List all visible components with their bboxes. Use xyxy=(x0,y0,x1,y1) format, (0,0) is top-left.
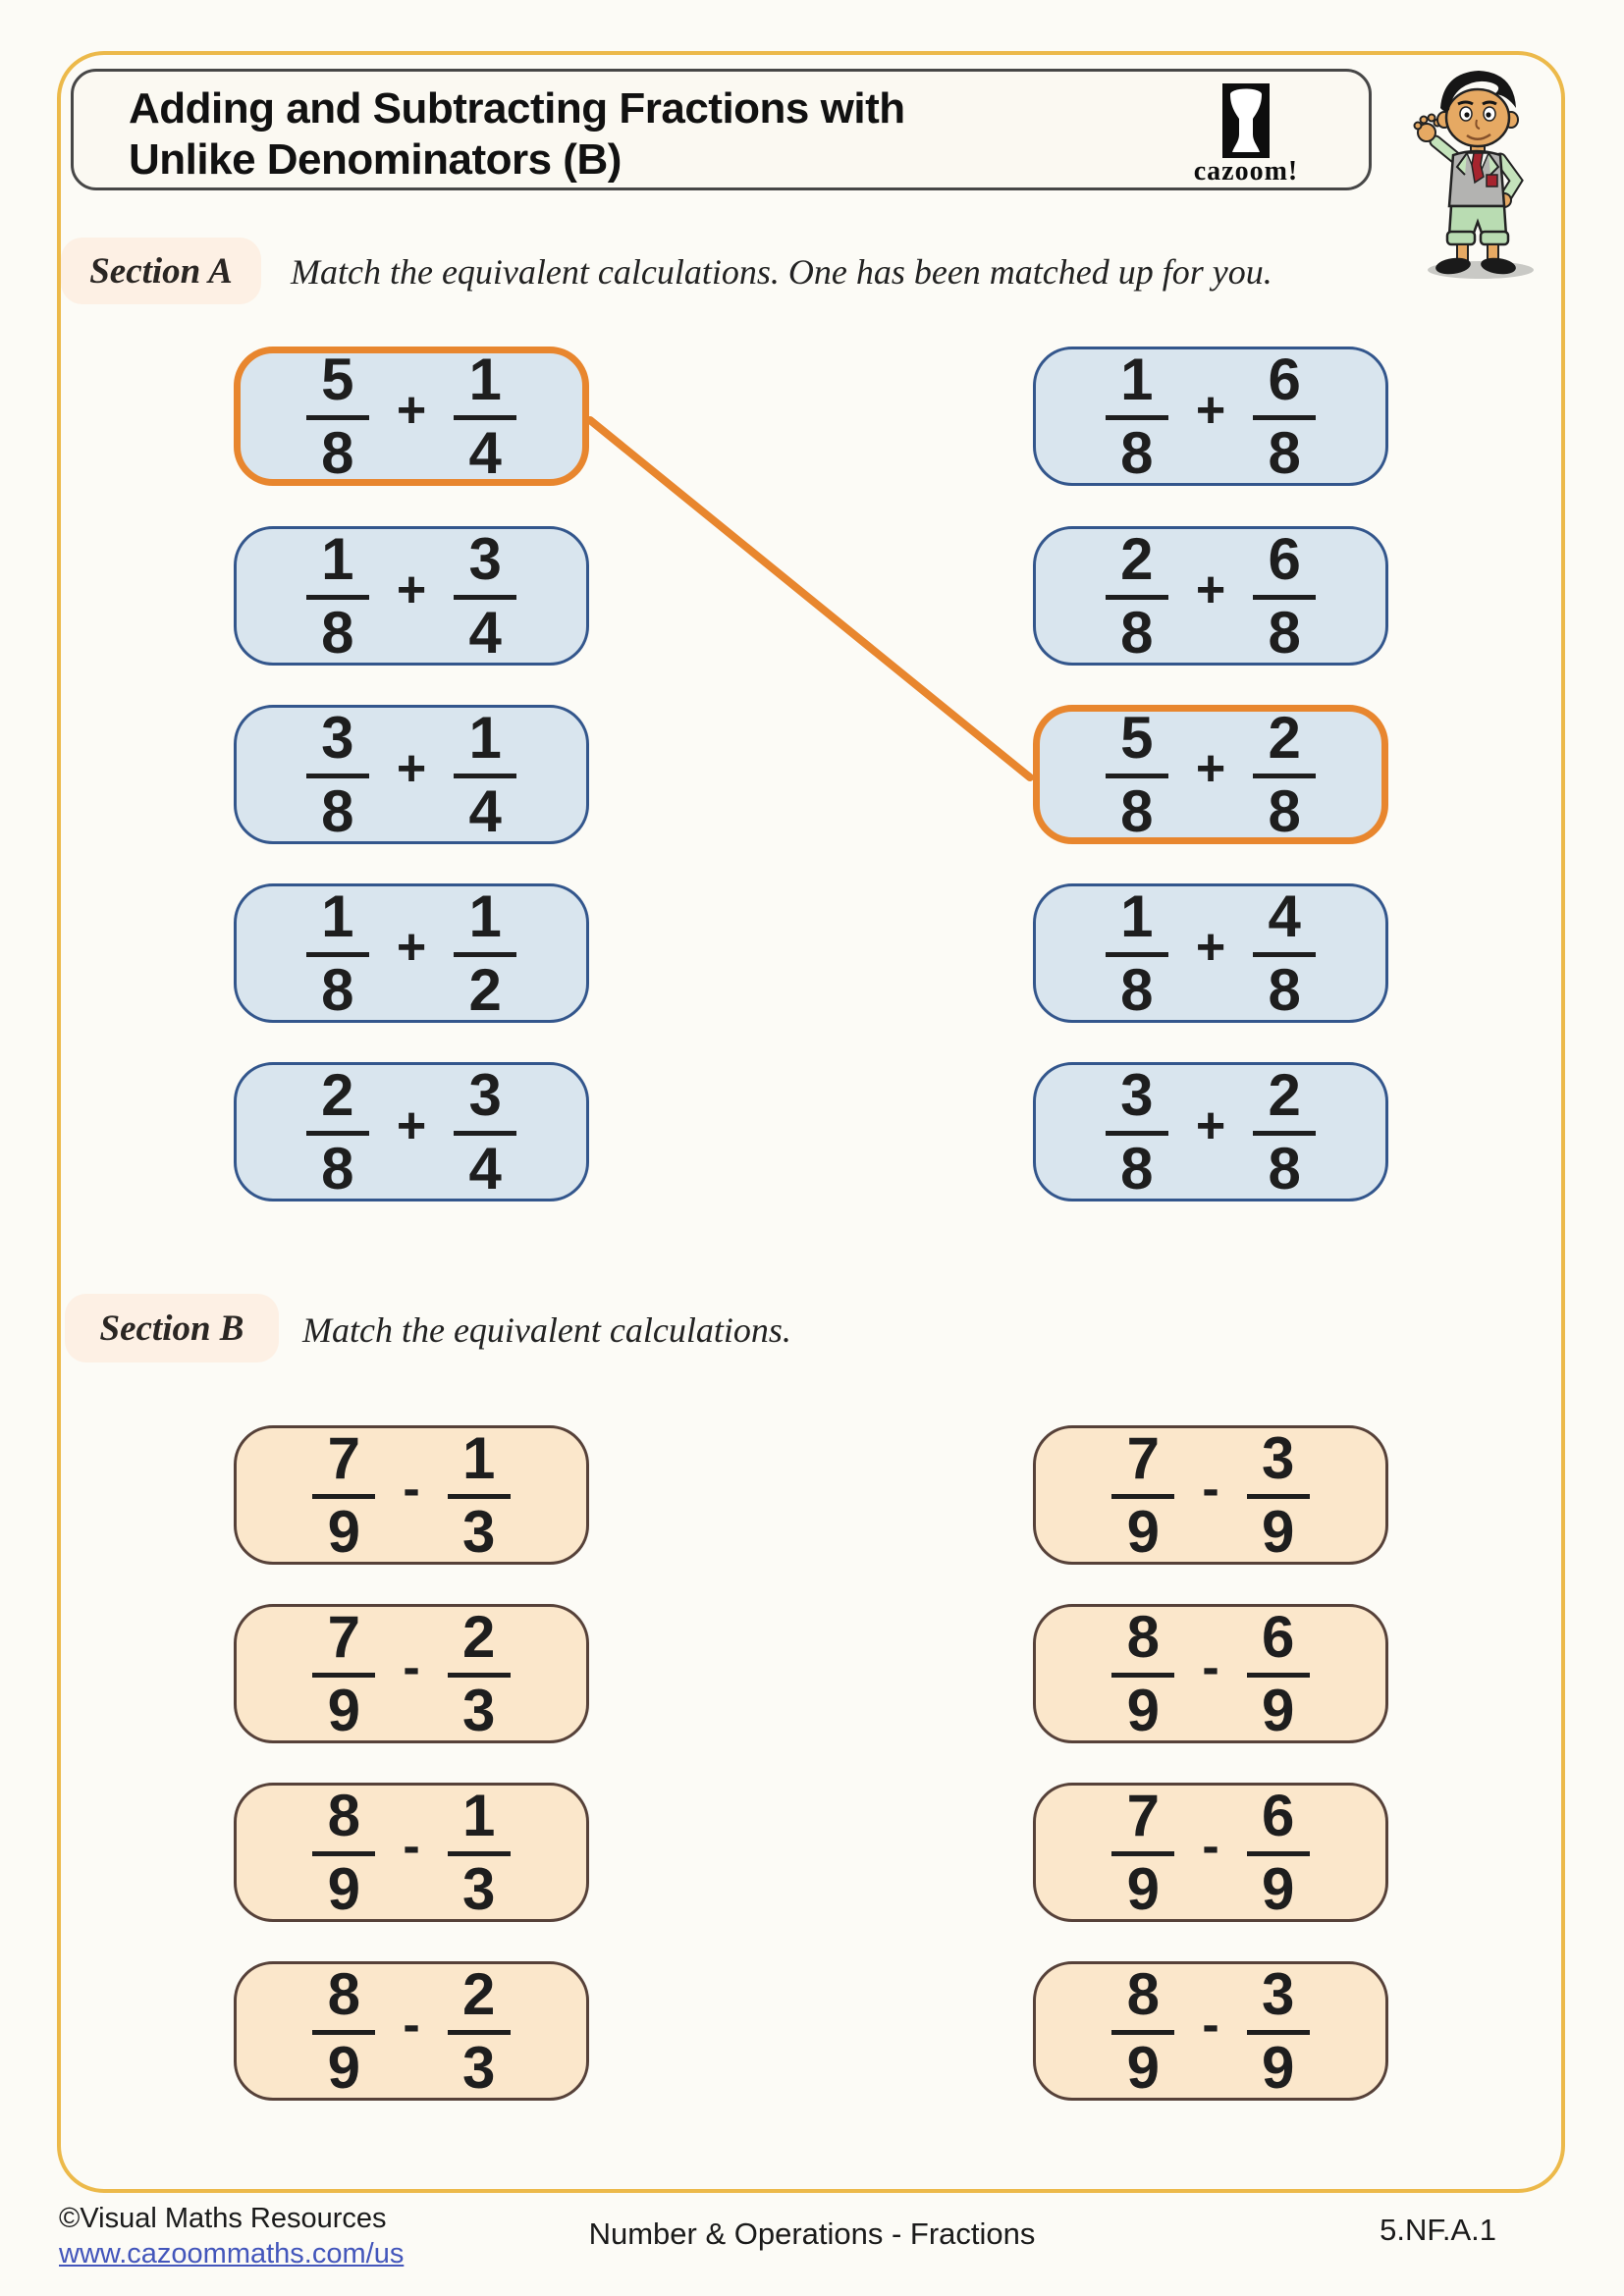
numerator: 3 xyxy=(1106,1066,1168,1136)
denominator: 8 xyxy=(1120,599,1154,666)
denominator: 9 xyxy=(1261,1677,1295,1743)
fraction xyxy=(454,882,516,1023)
denominator: 9 xyxy=(1261,1855,1295,1922)
numerator: 6 xyxy=(1253,530,1316,600)
numerator: 8 xyxy=(1111,1965,1174,2035)
operator: - xyxy=(1202,1461,1219,1518)
denominator: 8 xyxy=(1268,419,1301,486)
numerator: 5 xyxy=(306,350,369,420)
operator: + xyxy=(1195,740,1226,797)
card-a-left-4 xyxy=(234,883,589,1023)
numerator: 1 xyxy=(306,530,369,600)
fraction xyxy=(312,1424,375,1565)
denominator: 8 xyxy=(321,599,354,666)
operator: + xyxy=(396,382,427,439)
fraction xyxy=(1111,1782,1174,1922)
operator: - xyxy=(1202,1639,1219,1696)
card-a-right-4 xyxy=(1033,883,1388,1023)
fraction xyxy=(306,346,369,486)
numerator: 1 xyxy=(1106,350,1168,420)
denominator: 9 xyxy=(1126,1677,1161,1743)
operator: - xyxy=(1202,1997,1219,2054)
denominator: 3 xyxy=(461,2034,496,2101)
card-a-left-3 xyxy=(234,705,589,844)
denominator: 4 xyxy=(468,599,502,666)
fraction xyxy=(306,882,369,1023)
fraction xyxy=(1247,1424,1310,1565)
operator: - xyxy=(1202,1818,1219,1875)
footer-category: Number & Operations - Fractions xyxy=(588,2216,1036,2251)
operator: - xyxy=(403,1639,420,1696)
page-title xyxy=(129,83,905,186)
numerator: 1 xyxy=(448,1429,511,1499)
numerator: 2 xyxy=(1253,1066,1316,1136)
denominator: 8 xyxy=(321,1135,354,1201)
numerator: 3 xyxy=(1247,1429,1310,1499)
fraction xyxy=(306,525,369,666)
card-a-left-1 xyxy=(234,347,589,486)
section-b-label-text: Section B xyxy=(99,1308,244,1349)
denominator: 3 xyxy=(461,1855,496,1922)
fraction xyxy=(1111,1424,1174,1565)
copyright-text: ©Visual Maths Resources xyxy=(59,2203,387,2234)
fraction xyxy=(1247,1960,1310,2101)
denominator: 8 xyxy=(1268,599,1301,666)
fraction xyxy=(306,1061,369,1201)
card-a-left-2 xyxy=(234,526,589,666)
fraction xyxy=(1247,1782,1310,1922)
fraction xyxy=(1253,1061,1316,1201)
denominator: 8 xyxy=(1120,1135,1154,1201)
operator: + xyxy=(396,561,427,618)
operator: - xyxy=(403,1818,420,1875)
cazoom-logo xyxy=(1182,83,1310,187)
fraction xyxy=(448,1960,511,2101)
card-b-left-1 xyxy=(234,1425,589,1565)
denominator: 8 xyxy=(1268,956,1301,1023)
section-a-instruction: Match the equivalent calculations. One has been matched up for you. xyxy=(291,252,1272,292)
header xyxy=(71,69,1372,190)
denominator: 9 xyxy=(327,1498,361,1565)
waving-school-boy-illustration xyxy=(1396,57,1569,281)
denominator: 9 xyxy=(1126,1498,1161,1565)
denominator: 3 xyxy=(461,1498,496,1565)
numerator: 1 xyxy=(454,709,516,778)
denominator: 9 xyxy=(1126,2034,1161,2101)
section-a-label xyxy=(61,238,261,304)
numerator: 2 xyxy=(306,1066,369,1136)
section-b-instruction: Match the equivalent calculations. xyxy=(302,1310,791,1350)
fraction xyxy=(1106,882,1168,1023)
card-b-left-3 xyxy=(234,1783,589,1922)
denominator: 9 xyxy=(327,2034,361,2101)
operator: + xyxy=(1195,919,1226,976)
fraction xyxy=(1106,704,1168,844)
denominator: 8 xyxy=(1268,1135,1301,1201)
denominator: 8 xyxy=(1120,777,1154,844)
numerator: 1 xyxy=(454,887,516,957)
fraction xyxy=(312,1782,375,1922)
denominator: 4 xyxy=(468,1135,502,1201)
denominator: 9 xyxy=(327,1677,361,1743)
operator: + xyxy=(1195,1097,1226,1154)
operator: - xyxy=(403,1997,420,2054)
operator: + xyxy=(1195,561,1226,618)
card-a-right-5 xyxy=(1033,1062,1388,1201)
drum-icon xyxy=(1222,83,1270,158)
denominator: 8 xyxy=(321,419,354,486)
fraction xyxy=(448,1782,511,1922)
fraction xyxy=(312,1603,375,1743)
numerator: 7 xyxy=(312,1608,375,1678)
denominator: 8 xyxy=(321,956,354,1023)
numerator: 2 xyxy=(448,1608,511,1678)
denominator: 4 xyxy=(468,419,502,486)
fraction xyxy=(1253,704,1316,844)
card-b-right-3 xyxy=(1033,1783,1388,1922)
operator: - xyxy=(403,1461,420,1518)
numerator: 6 xyxy=(1253,350,1316,420)
operator: + xyxy=(396,1097,427,1154)
section-b-label xyxy=(65,1294,279,1362)
numerator: 6 xyxy=(1247,1608,1310,1678)
numerator: 2 xyxy=(1106,530,1168,600)
numerator: 5 xyxy=(1106,709,1168,778)
denominator: 8 xyxy=(1268,777,1301,844)
numerator: 2 xyxy=(1253,709,1316,778)
fraction xyxy=(1111,1603,1174,1743)
fraction xyxy=(306,704,369,844)
card-b-left-4 xyxy=(234,1961,589,2101)
fraction xyxy=(1253,346,1316,486)
fraction xyxy=(454,1061,516,1201)
logo-wordmark: cazoom! xyxy=(1193,156,1299,187)
numerator: 8 xyxy=(1111,1608,1174,1678)
card-b-right-2 xyxy=(1033,1604,1388,1743)
website-link[interactable]: www.cazoommaths.com/us xyxy=(59,2238,405,2270)
denominator: 9 xyxy=(1261,2034,1295,2101)
operator: + xyxy=(396,740,427,797)
denominator: 4 xyxy=(468,777,502,844)
numerator: 1 xyxy=(448,1787,511,1856)
page-title-line2: Unlike Denominators (B) xyxy=(129,134,622,184)
standard-code: 5.NF.A.1 xyxy=(1380,2213,1496,2247)
numerator: 8 xyxy=(312,1787,375,1856)
fraction xyxy=(1106,525,1168,666)
fraction xyxy=(448,1603,511,1743)
numerator: 1 xyxy=(306,887,369,957)
denominator: 8 xyxy=(1120,956,1154,1023)
fraction xyxy=(1106,346,1168,486)
fraction xyxy=(454,704,516,844)
fraction xyxy=(1106,1061,1168,1201)
numerator: 4 xyxy=(1253,887,1316,957)
card-a-right-1 xyxy=(1033,347,1388,486)
numerator: 7 xyxy=(312,1429,375,1499)
denominator: 9 xyxy=(1261,1498,1295,1565)
fraction xyxy=(312,1960,375,2101)
fraction xyxy=(454,346,516,486)
card-b-right-1 xyxy=(1033,1425,1388,1565)
fraction xyxy=(454,525,516,666)
denominator: 3 xyxy=(461,1677,496,1743)
numerator: 3 xyxy=(306,709,369,778)
fraction xyxy=(1253,882,1316,1023)
denominator: 8 xyxy=(321,777,354,844)
operator: + xyxy=(396,919,427,976)
fraction xyxy=(1253,525,1316,666)
card-a-right-3 xyxy=(1033,705,1388,844)
numerator: 1 xyxy=(1106,887,1168,957)
page-title-line1: Adding and Subtracting Fractions with xyxy=(129,84,905,133)
card-b-left-2 xyxy=(234,1604,589,1743)
denominator: 9 xyxy=(327,1855,361,1922)
fraction xyxy=(448,1424,511,1565)
numerator: 6 xyxy=(1247,1787,1310,1856)
denominator: 2 xyxy=(468,956,502,1023)
numerator: 7 xyxy=(1111,1787,1174,1856)
numerator: 2 xyxy=(448,1965,511,2035)
numerator: 1 xyxy=(454,350,516,420)
card-a-right-2 xyxy=(1033,526,1388,666)
denominator: 9 xyxy=(1126,1855,1161,1922)
numerator: 3 xyxy=(454,1066,516,1136)
fraction xyxy=(1111,1960,1174,2101)
card-b-right-4 xyxy=(1033,1961,1388,2101)
section-a-label-text: Section A xyxy=(89,250,233,292)
card-a-left-5 xyxy=(234,1062,589,1201)
fraction xyxy=(1247,1603,1310,1743)
denominator: 8 xyxy=(1120,419,1154,486)
numerator: 3 xyxy=(454,530,516,600)
operator: + xyxy=(1195,382,1226,439)
numerator: 3 xyxy=(1247,1965,1310,2035)
numerator: 8 xyxy=(312,1965,375,2035)
numerator: 7 xyxy=(1111,1429,1174,1499)
